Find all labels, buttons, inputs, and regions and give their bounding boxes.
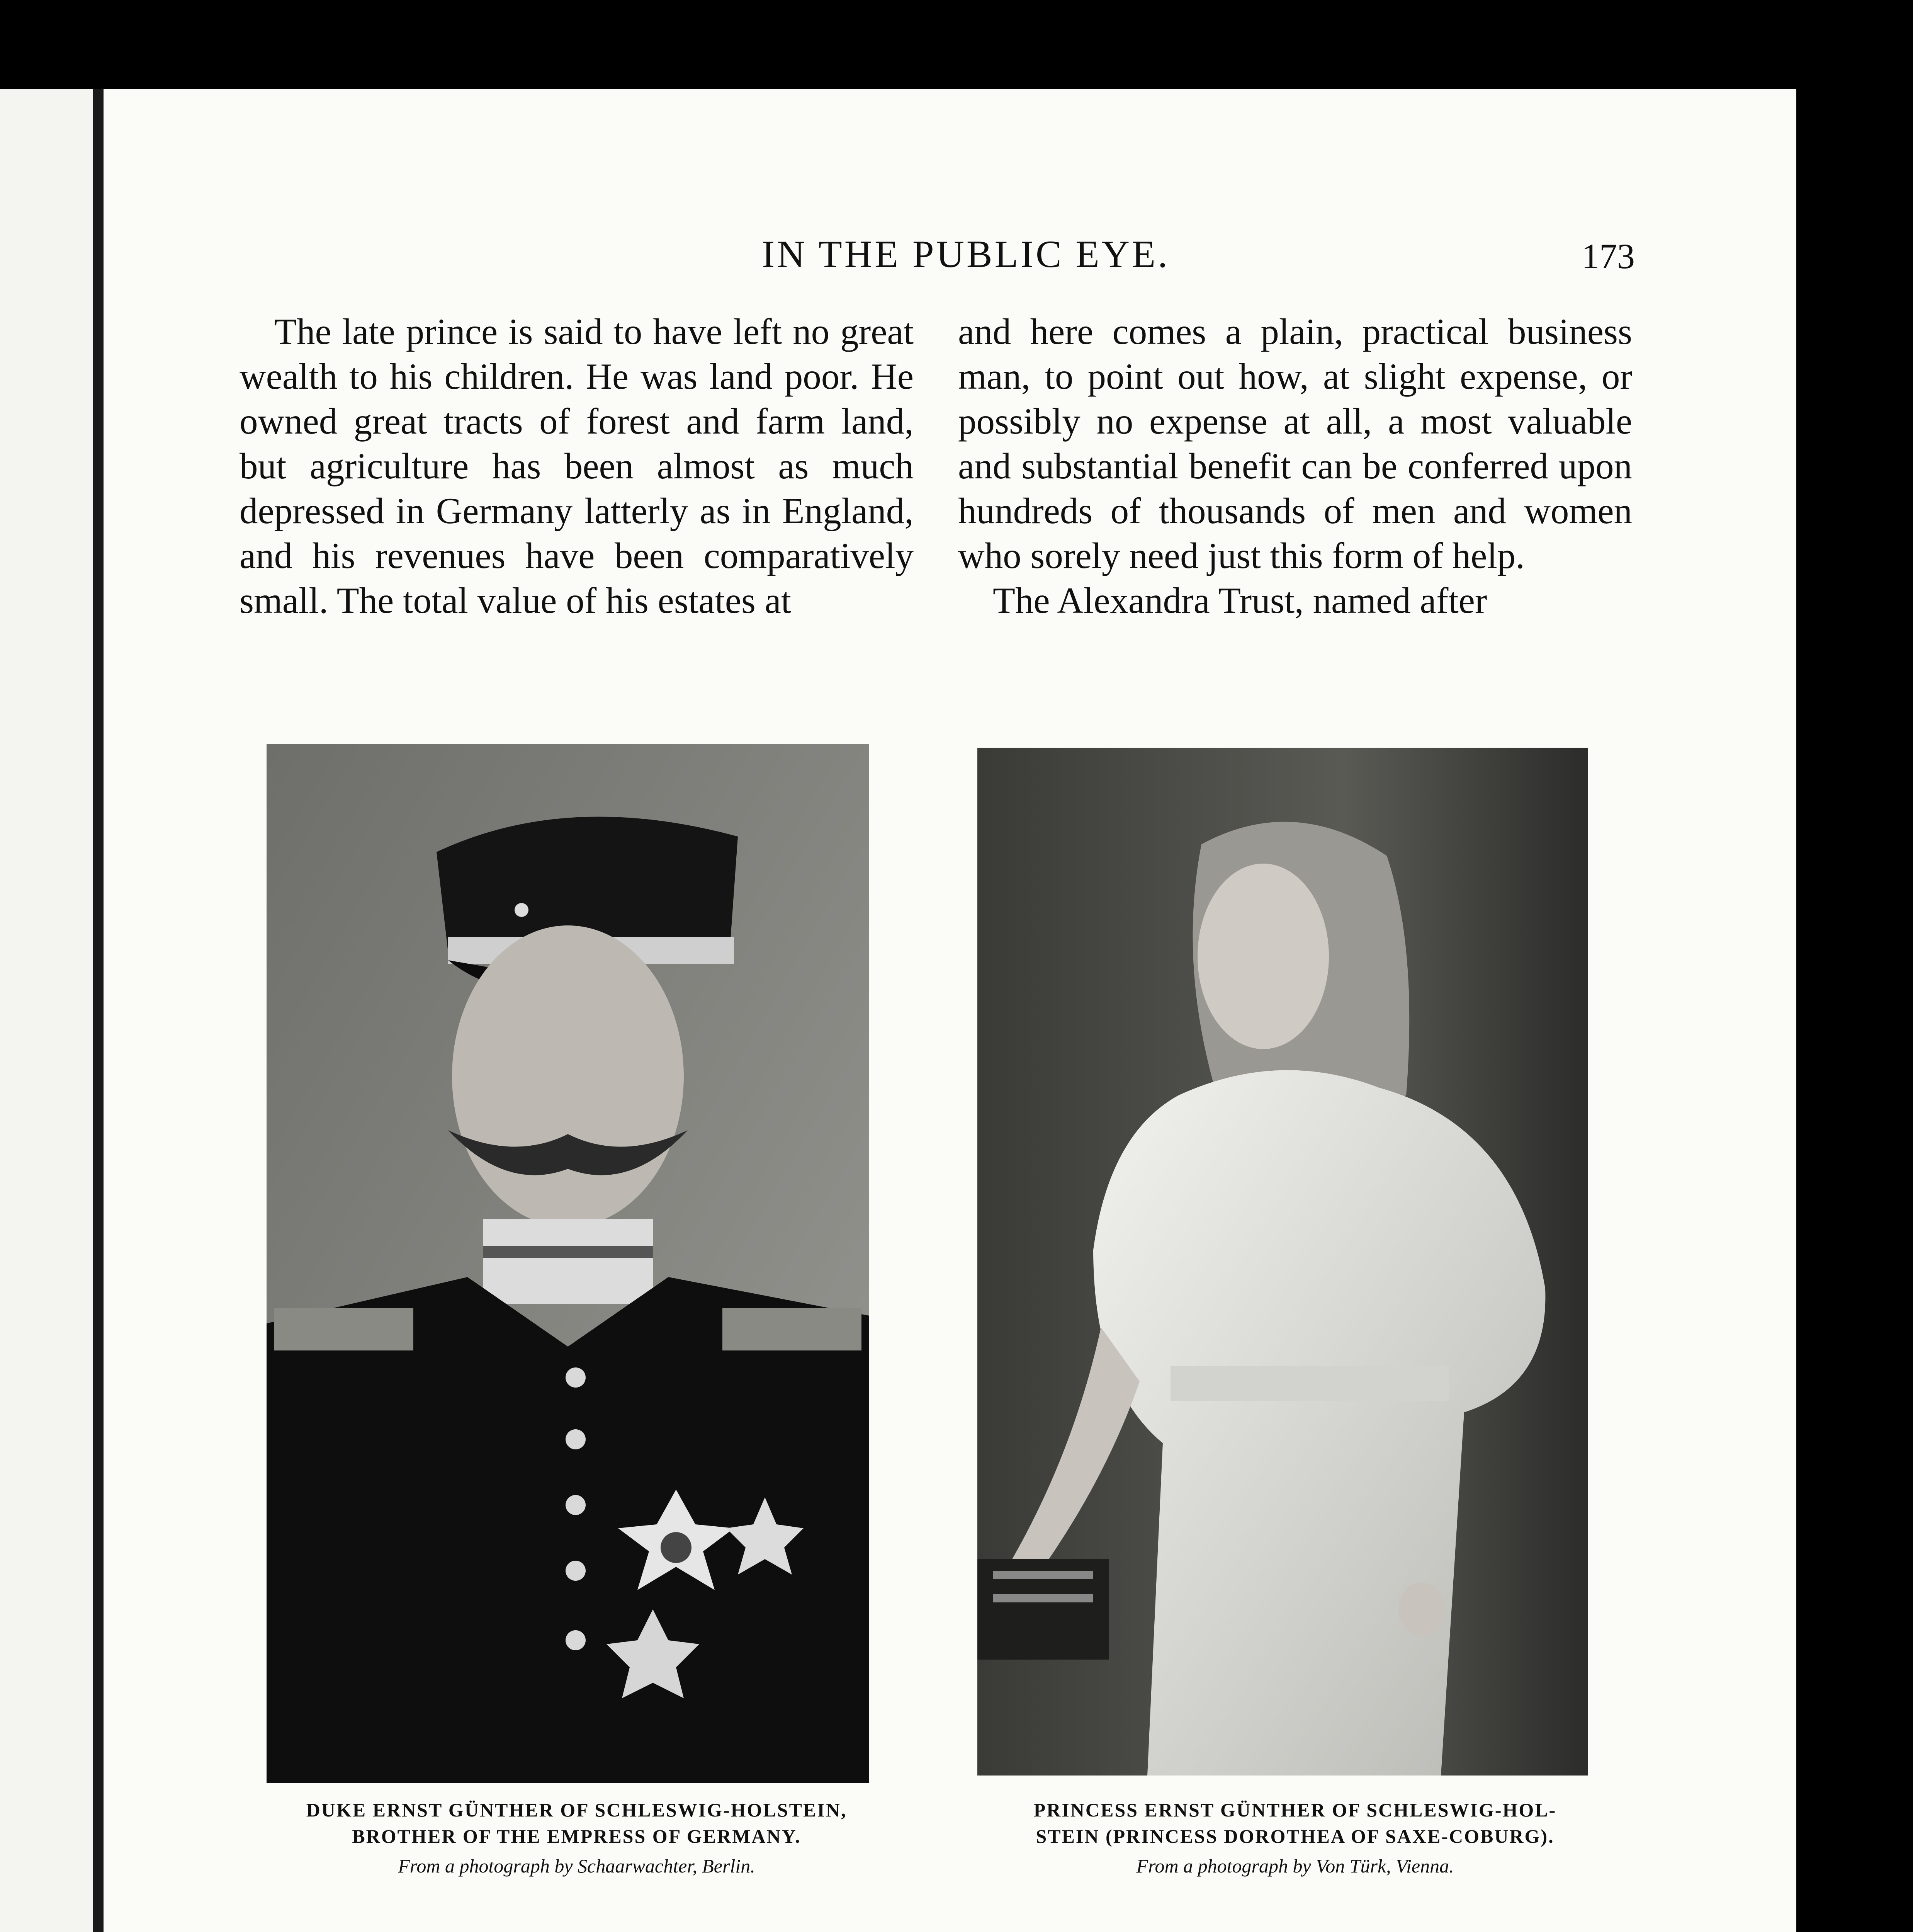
- page-gutter: [93, 89, 104, 1932]
- portrait-photo-princess: [977, 748, 1588, 1776]
- figure-caption-left: [240, 1797, 914, 1883]
- figure-caption-right: [958, 1797, 1632, 1883]
- photo-credit: From a photograph by Schaarwachter, Berlin.: [398, 1855, 755, 1877]
- paragraph: The late prince is said to have left no great wealth to his children. He was land poor. He owned great tracts of forest and farm land, but agriculture has been almost as much depressed in Germany latterly as in England, and his revenues have been comparatively small. The total value of his estates at: [240, 311, 914, 621]
- caption-title-line: DUKE ERNST GÜNTHER OF SCHLESWIG-HOLSTEIN,: [306, 1799, 847, 1821]
- portrait-photo-duke: [267, 744, 869, 1783]
- top-right-column: [958, 309, 1632, 623]
- photo-credit: From a photograph by Von Türk, Vienna.: [1136, 1855, 1454, 1877]
- running-head: IN THE PUBLIC EYE.: [761, 233, 1170, 276]
- paragraph: and here comes a plain, practical business man, to point out how, at slight expense, or possibly no expense at all, a most valuable and substantial benefit can be conferred upon hundreds of thousands of men and women who sorely need just this form of help.: [958, 311, 1632, 576]
- caption-title-line: BROTHER OF THE EMPRESS OF GERMANY.: [352, 1825, 801, 1847]
- page-number: 173: [1582, 236, 1635, 276]
- top-left-column: [240, 309, 914, 623]
- facing-page-edge: [0, 89, 99, 1932]
- caption-title-line: PRINCESS ERNST GÜNTHER OF SCHLESWIG-HOL-: [1033, 1799, 1557, 1821]
- paragraph: The Alexandra Trust, named after: [993, 580, 1487, 621]
- caption-title-line: STEIN (PRINCESS DOROTHEA OF SAXE-COBURG).: [1036, 1825, 1555, 1847]
